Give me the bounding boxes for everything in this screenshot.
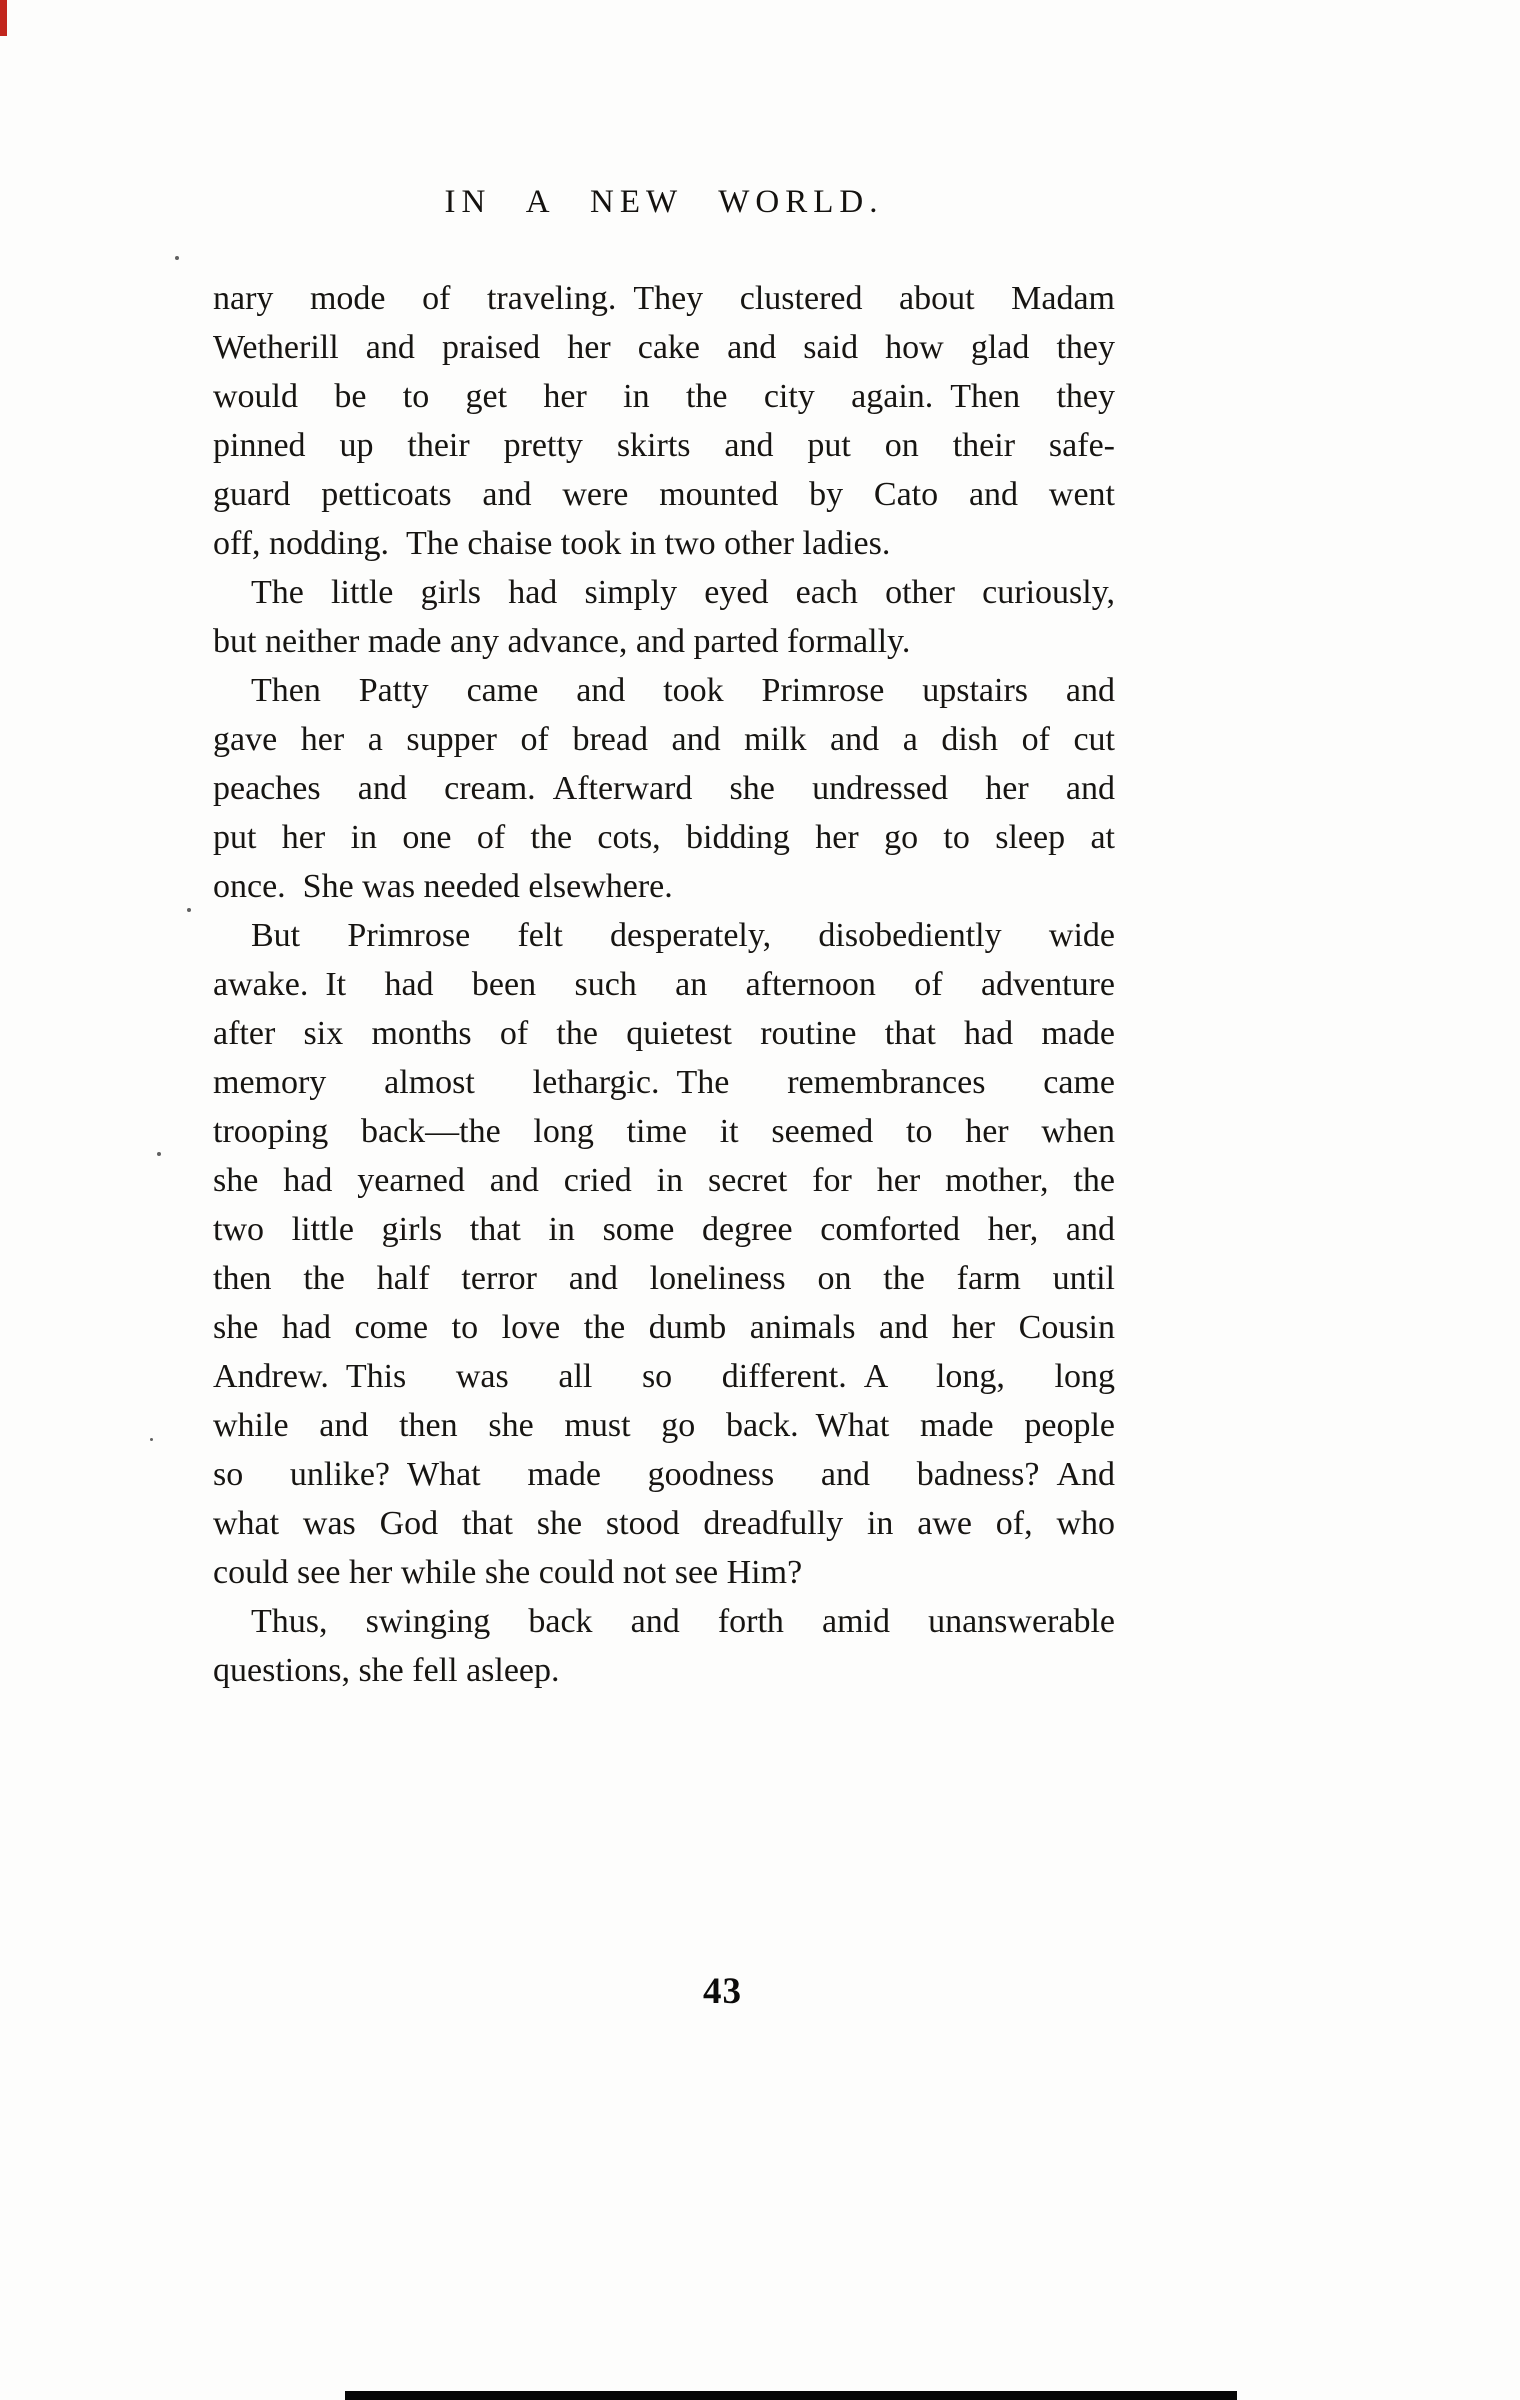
text-line: while and then she must go back. What made people (213, 1407, 1115, 1444)
text-line: but neither made any advance, and parted formally. (213, 623, 911, 660)
scan-speck (175, 256, 179, 260)
text-line: nary mode of traveling. They clustered about Madam (213, 280, 1115, 317)
text-line: could see her while she could not see Him? (213, 1554, 803, 1591)
text-line: she had come to love the dumb animals and her Cousin (213, 1309, 1115, 1346)
text-line: questions, she fell asleep. (213, 1652, 560, 1689)
scan-speck (150, 1438, 153, 1441)
text-line: would be to get her in the city again. Then they (213, 378, 1115, 415)
text-line: Thus, swinging back and forth amid unanswerable (251, 1603, 1115, 1640)
text-line: But Primrose felt desperately, disobediently wide (251, 917, 1115, 954)
text-line: guard petticoats and were mounted by Cato and went (213, 476, 1115, 513)
text-line: so unlike? What made goodness and badness? And (213, 1456, 1115, 1493)
page-number: 43 (703, 1971, 742, 2012)
text-line: she had yearned and cried in secret for her mother, the (213, 1162, 1115, 1199)
text-line: put her in one of the cots, bidding her go to sleep at (213, 819, 1115, 856)
text-line: once. She was needed elsewhere. (213, 868, 673, 905)
text-line: memory almost lethargic. The remembrances came (213, 1064, 1115, 1101)
text-line: The little girls had simply eyed each other curiously, (251, 574, 1115, 611)
scan-speck (157, 1152, 161, 1156)
text-line: what was God that she stood dreadfully in awe of, who (213, 1505, 1115, 1542)
text-block (213, 274, 1115, 1695)
scan-speck (187, 908, 191, 912)
text-line: awake. It had been such an afternoon of adventure (213, 966, 1115, 1003)
running-header: IN A NEW WORLD. (444, 184, 884, 220)
text-line: Wetherill and praised her cake and said how glad they (213, 329, 1115, 366)
text-line: gave her a supper of bread and milk and a dish of cut (213, 721, 1115, 758)
text-line: pinned up their pretty skirts and put on their safe- (213, 427, 1115, 464)
scan-edge-mark (0, 0, 7, 36)
text-line: trooping back—the long time it seemed to her when (213, 1113, 1115, 1150)
text-line: Andrew. This was all so different. A long, long (213, 1358, 1115, 1395)
scan-bottom-bar (345, 2391, 1237, 2400)
text-line: peaches and cream. Afterward she undressed her and (213, 770, 1115, 807)
text-line: two little girls that in some degree comforted her, and (213, 1211, 1115, 1248)
text-line: Then Patty came and took Primrose upstairs and (251, 672, 1115, 709)
text-line: then the half terror and loneliness on the farm until (213, 1260, 1115, 1297)
text-line: after six months of the quietest routine that had made (213, 1015, 1115, 1052)
text-line: off, nodding. The chaise took in two other ladies. (213, 525, 891, 562)
